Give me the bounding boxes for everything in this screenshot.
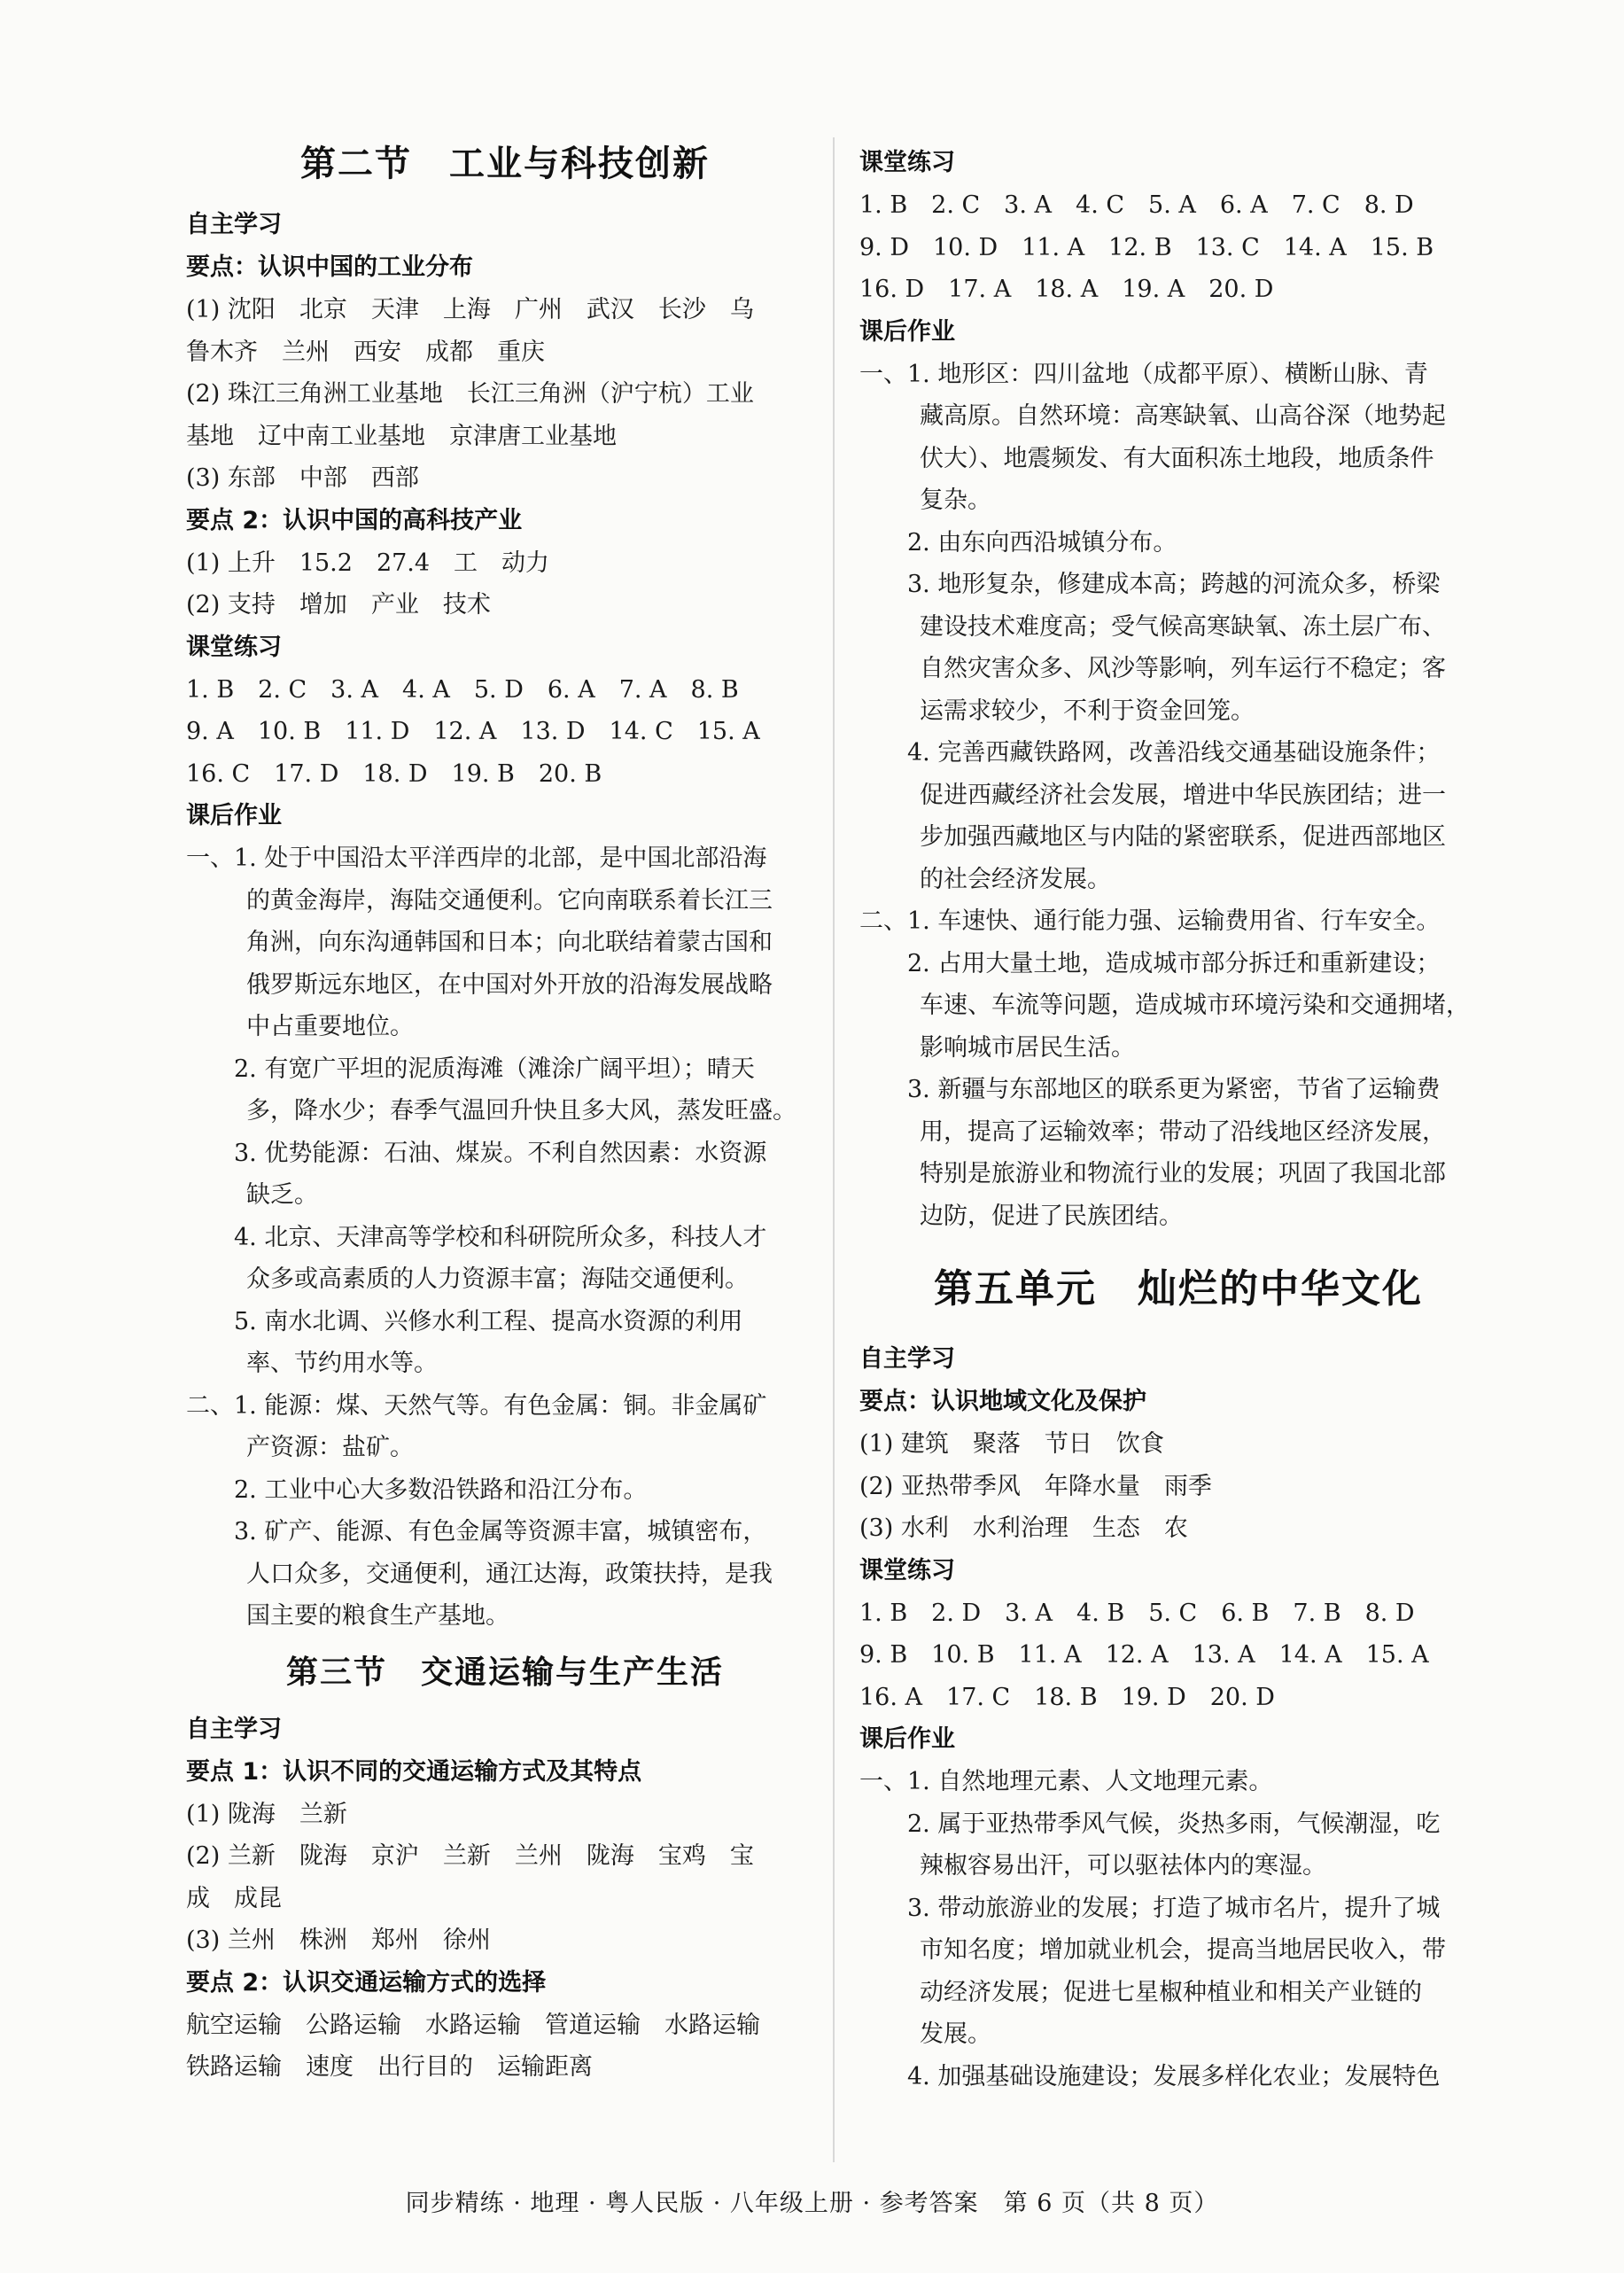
answer-line: 二、1. 车速快、通行能力强、运输费用省、行车安全。 bbox=[859, 907, 1441, 935]
answer-line: (2) 兰新 陇海 京沪 兰新 兰州 陇海 宝鸡 宝 bbox=[186, 1842, 754, 1870]
answer-line: 产资源：盐矿。 bbox=[246, 1434, 414, 1461]
section-title: 第二节 工业与科技创新 bbox=[300, 144, 710, 184]
answer-line: 2. 属于亚热带季风气候，炎热多雨，气候潮湿，吃 bbox=[907, 1810, 1441, 1838]
page-footer: 同步精练 · 地理 · 粤人民版 · 八年级上册 · 参考答案 第 6 页（共 8 页） bbox=[405, 2190, 1219, 2217]
answer-line: 3. 优势能源：石油、煤炭。不利自然因素：水资源 bbox=[234, 1139, 767, 1167]
answer-line: 一、1. 地形区：四川盆地（成都平原）、横断山脉、青 bbox=[859, 360, 1428, 388]
answer-line: (2) 珠江三角洲工业基地 长江三角洲（沪宁杭）工业 bbox=[186, 380, 754, 408]
answer-line: 影响城市居民生活。 bbox=[920, 1033, 1135, 1062]
answer-line: 的社会经济发展。 bbox=[920, 865, 1111, 893]
answer-line: 3. 新疆与东部地区的联系更为紧密，节省了运输费 bbox=[907, 1076, 1441, 1103]
right-column bbox=[859, 142, 1497, 2098]
answer-line: 中占重要地位。 bbox=[246, 1013, 414, 1040]
answer-line: 4. 完善西藏铁路网，改善沿线交通基础设施条件； bbox=[907, 739, 1441, 767]
answer-line: 步加强西藏地区与内陆的紧密联系，促进西部地区 bbox=[920, 823, 1446, 851]
answer-line: 发展。 bbox=[920, 2020, 991, 2048]
answer-line: (3) 东部 中部 西部 bbox=[186, 464, 419, 492]
answer-line: 2. 由东向西沿城镇分布。 bbox=[907, 528, 1177, 557]
heading-ketang: 课堂练习 bbox=[859, 1556, 955, 1584]
answer-line: 16. A 17. C 18. B 19. D 20. D bbox=[859, 1683, 1275, 1711]
heading-ketang: 课堂练习 bbox=[859, 149, 955, 176]
answer-line: 1. B 2. C 3. A 4. C 5. A 6. A 7. C 8. D bbox=[859, 191, 1414, 219]
heading-zizhu: 自主学习 bbox=[186, 211, 282, 238]
answer-line: 4. 加强基础设施建设；发展多样化农业；发展特色 bbox=[907, 2062, 1441, 2090]
keypoint-heading: 要点 1：认识不同的交通运输方式及其特点 bbox=[186, 1757, 642, 1786]
answer-line: 4. 北京、天津高等学校和科研院所众多，科技人才 bbox=[234, 1223, 767, 1251]
answer-line: 基地 辽中南工业基地 京津唐工业基地 bbox=[186, 422, 617, 450]
answer-line: 促进西藏经济社会发展，增进中华民族团结；进一 bbox=[920, 781, 1446, 809]
answer-line: 一、1. 自然地理元素、人文地理元素。 bbox=[859, 1768, 1273, 1795]
answer-line: 3. 地形复杂，修建成本高；跨越的河流众多，桥梁 bbox=[907, 571, 1441, 598]
answer-line: 一、1. 处于中国沿太平洋西岸的北部，是中国北部沿海 bbox=[186, 845, 767, 872]
answer-line: 边防，促进了民族团结。 bbox=[920, 1202, 1183, 1230]
heading-zizhu: 自主学习 bbox=[859, 1345, 955, 1373]
answer-line: 俄罗斯远东地区，在中国对外开放的沿海发展战略 bbox=[246, 970, 773, 999]
heading-kehou: 课后作业 bbox=[859, 1725, 955, 1753]
answer-line: 3. 带动旅游业的发展；打造了城市名片，提升了城 bbox=[907, 1894, 1441, 1922]
answer-line: 复杂。 bbox=[920, 487, 991, 514]
keypoint-heading: 要点：认识中国的工业分布 bbox=[186, 253, 473, 281]
heading-ketang: 课堂练习 bbox=[186, 633, 282, 661]
answer-line: 二、1. 能源：煤、天然气等。有色金属：铜。非金属矿 bbox=[186, 1391, 767, 1420]
answer-line: 2. 工业中心大多数沿铁路和沿江分布。 bbox=[234, 1475, 648, 1504]
answer-line: 国主要的粮食生产基地。 bbox=[246, 1602, 509, 1630]
answer-line: 车速、车流等问题，造成城市环境污染和交通拥堵， bbox=[920, 992, 1470, 1019]
answer-line: (3) 水利 水利治理 生态 农 bbox=[859, 1514, 1188, 1542]
answer-line: (2) 支持 增加 产业 技术 bbox=[186, 591, 491, 619]
answer-line: 成 成昆 bbox=[186, 1884, 282, 1912]
answer-line: (1) 陇海 兰新 bbox=[186, 1800, 347, 1828]
answer-line: 用，提高了运输效率；带动了沿线地区经济发展， bbox=[920, 1117, 1446, 1146]
answer-line: 2. 有宽广平坦的泥质海滩（滩涂广阔平坦）；晴天 bbox=[234, 1055, 755, 1083]
answer-line: 9. B 10. B 11. A 12. A 13. A 14. A 15. A bbox=[859, 1641, 1429, 1669]
answer-line: 2. 占用大量土地，造成城市部分拆迁和重新建设； bbox=[907, 949, 1441, 977]
answer-line: 的黄金海岸，海陆交通便利。它向南联系着长江三 bbox=[246, 886, 773, 915]
section-title: 第三节 交通运输与生产生活 bbox=[285, 1654, 724, 1691]
answer-line: 1. B 2. D 3. A 4. B 5. C 6. B 7. B 8. D bbox=[859, 1599, 1415, 1627]
answer-line: 9. A 10. B 11. D 12. A 13. D 14. C 15. A bbox=[186, 718, 760, 745]
answer-line: 9. D 10. D 11. A 12. B 13. C 14. A 15. B bbox=[859, 233, 1434, 261]
answer-line: 1. B 2. C 3. A 4. A 5. D 6. A 7. A 8. B bbox=[186, 675, 739, 704]
answer-line: (1) 沈阳 北京 天津 上海 广州 武汉 长沙 乌 bbox=[186, 296, 754, 323]
keypoint-heading: 要点 2：认识中国的高科技产业 bbox=[186, 506, 523, 534]
left-column bbox=[186, 133, 824, 2089]
answer-line: 藏高原。自然环境：高寒缺氧、山高谷深（地势起 bbox=[920, 402, 1446, 430]
answer-line: 伏大）、地震频发、有大面积冻土地段，地质条件 bbox=[920, 444, 1434, 472]
answer-line: 多，降水少；春季气温回升快且多大风，蒸发旺盛。 bbox=[246, 1097, 796, 1125]
answer-line: 运需求较少，不利于资金回笼。 bbox=[920, 697, 1255, 725]
column-divider bbox=[833, 137, 835, 2162]
answer-line: 鲁木齐 兰州 西安 成都 重庆 bbox=[186, 338, 545, 366]
heading-kehou: 课后作业 bbox=[186, 802, 282, 829]
answer-line: 3. 矿产、能源、有色金属等资源丰富，城镇密布， bbox=[234, 1518, 767, 1545]
answer-line: (1) 建筑 聚落 节日 饮食 bbox=[859, 1430, 1164, 1458]
heading-zizhu: 自主学习 bbox=[186, 1715, 282, 1743]
answer-line: 辣椒容易出汗，可以驱祛体内的寒湿。 bbox=[920, 1852, 1326, 1880]
answer-line: 5. 南水北调、兴修水利工程、提高水资源的利用 bbox=[234, 1307, 743, 1335]
answer-line: 特别是旅游业和物流行业的发展；巩固了我国北部 bbox=[920, 1160, 1446, 1187]
answer-line: 自然灾害众多、风沙等影响，列车运行不稳定；客 bbox=[920, 655, 1446, 682]
answer-line: 角洲，向东沟通韩国和日本；向北联结着蒙古国和 bbox=[246, 929, 773, 956]
heading-kehou: 课后作业 bbox=[859, 317, 955, 346]
answer-line: (2) 亚热带季风 年降水量 雨季 bbox=[859, 1472, 1212, 1500]
answer-line: 缺乏。 bbox=[246, 1181, 318, 1209]
answer-line: 众多或高素质的人力资源丰富；海陆交通便利。 bbox=[246, 1265, 749, 1293]
answer-line: 动经济发展；促进七星椒种植业和相关产业链的 bbox=[920, 1978, 1422, 2006]
keypoint-heading: 要点：认识地域文化及保护 bbox=[859, 1388, 1146, 1415]
unit-title: 第五单元 灿烂的中华文化 bbox=[934, 1266, 1423, 1312]
answer-line: 建设技术难度高；受气候高寒缺氧、冻土层广布、 bbox=[920, 612, 1446, 641]
answer-line: (3) 兰州 株洲 郑州 徐州 bbox=[186, 1927, 491, 1954]
answer-line: 航空运输 公路运输 水路运输 管道运输 水路运输 bbox=[186, 2011, 760, 2039]
answer-line: 16. C 17. D 18. D 19. B 20. B bbox=[186, 759, 602, 788]
answer-line: 市知名度；增加就业机会，提高当地居民收入，带 bbox=[920, 1936, 1446, 1964]
answer-line: (1) 上升 15.2 27.4 工 动力 bbox=[186, 549, 550, 577]
keypoint-heading: 要点 2：认识交通运输方式的选择 bbox=[186, 1968, 547, 1997]
answer-line: 16. D 17. A 18. A 19. A 20. D bbox=[859, 276, 1274, 303]
answer-line: 人口众多，交通便利，通江达海，政策扶持，是我 bbox=[246, 1560, 773, 1588]
answer-line: 铁路运输 速度 出行目的 运输距离 bbox=[186, 2053, 593, 2081]
answer-line: 率、节约用水等。 bbox=[246, 1350, 438, 1377]
